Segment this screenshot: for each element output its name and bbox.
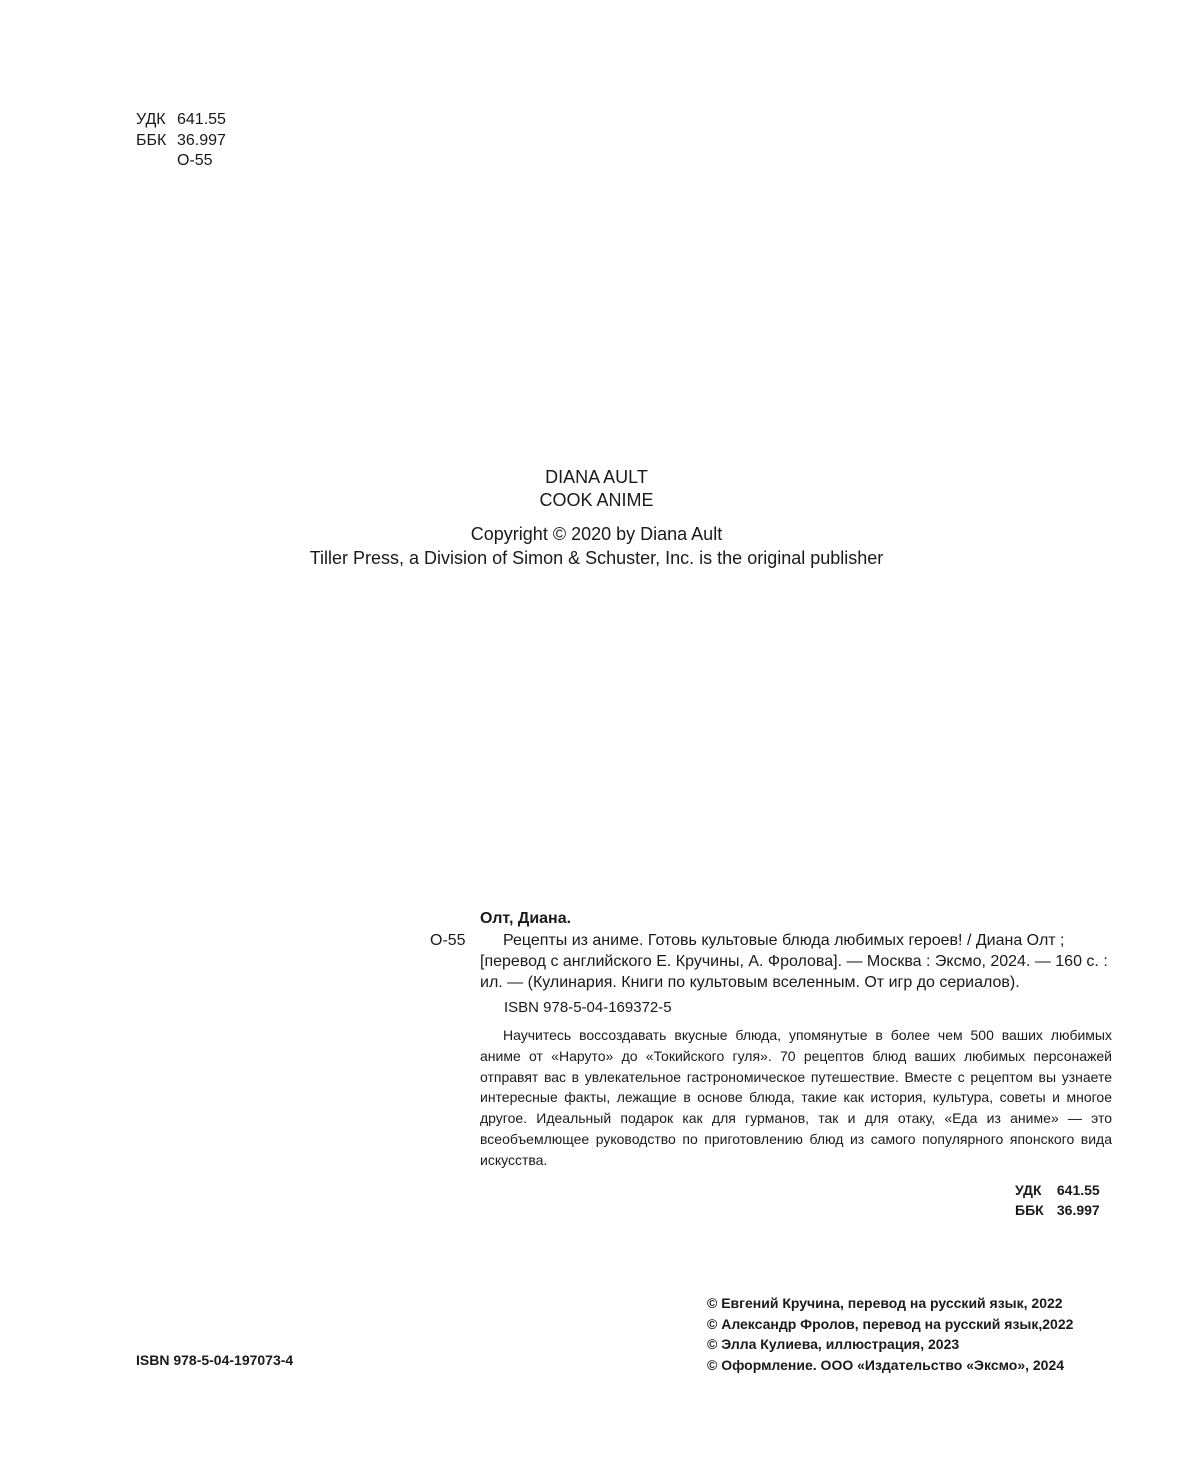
- record-bbk-row: [1015, 1200, 1112, 1220]
- bbk-label: ББК: [136, 131, 167, 149]
- record-author: Олт, Диана.: [480, 910, 572, 927]
- record-code: О-55: [430, 932, 466, 949]
- author-mark: О-55: [177, 152, 213, 169]
- bbk-value: 36.997: [177, 131, 226, 149]
- original-copyright: Copyright © 2020 by Diana Ault: [470, 524, 723, 544]
- classification-top: [136, 110, 226, 172]
- record-udk-value: 641.55: [1056, 1181, 1100, 1198]
- record-entry: [430, 930, 1112, 993]
- udk-row: [136, 110, 226, 131]
- record-classification: [1015, 1180, 1112, 1220]
- record-bbk-label: ББК: [1015, 1201, 1044, 1218]
- copyright-line: © Александр Фролов, перевод на русский язык,2022: [707, 1315, 1074, 1332]
- record-udk-row: [1015, 1180, 1112, 1200]
- record-udk-label: УДК: [1015, 1181, 1042, 1198]
- isbn-bottom: ISBN 978-5-04-197073-4: [136, 1352, 294, 1368]
- record-bbk-value: 36.997: [1056, 1201, 1100, 1218]
- bbk-row: [136, 131, 226, 152]
- original-author: DIANA AULT: [545, 467, 648, 487]
- original-copyright-block: [0, 522, 1193, 570]
- bibliographic-record: [430, 908, 1112, 1220]
- copyright-line: © Евгений Кручина, перевод на русский язык, 2022: [707, 1295, 1063, 1311]
- abstract-text: Научитесь воссоздавать вкусные блюда, упомянутые в более чем 500 ваших любимых аниме от «Наруто» до «Токийского гуля». 70 рецептов блюд ваших любимых персонажей отправят вас в увлекательное гастрономическое путешествие. Вместе с рецептом вы узнаете интересные факты, лежащие в основе блюда, такие как история, культура, советы и многое другое. Идеальный подарок как для гурманов, так и для отаку, «Еда из аниме» — это всеобъемлющее руководство по приготовлению блюд из самого популярного японского вида искусства.: [480, 1027, 1112, 1168]
- copyright-line: © Элла Кулиева, иллюстрация, 2023: [707, 1336, 960, 1352]
- record-description: Рецепты из аниме. Готовь культовые блюда любимых героев! / Диана Олт ; [перевод с английского Е. Кручины, А. Фролова]. — Москва : Эксмо, 2024. — 160 с. : ил. — (Кулинария. Книги по культовым вселенным. От игр до сериалов).: [480, 932, 1108, 991]
- record-isbn: ISBN 978-5-04-169372-5: [504, 999, 672, 1016]
- udk-label: УДК: [136, 111, 166, 128]
- original-publisher: Tiller Press, a Division of Simon & Schuster, Inc. is the original publisher: [309, 548, 884, 568]
- original-title: COOK ANIME: [539, 490, 654, 510]
- original-title-block: [0, 466, 1193, 512]
- record-abstract: [480, 1025, 1112, 1171]
- author-mark-row: [136, 151, 226, 172]
- copyright-list: [707, 1293, 1073, 1375]
- copyright-line: © Оформление. ООО «Издательство «Эксмо», 2024: [707, 1356, 1065, 1373]
- udk-value: 641.55: [177, 111, 226, 128]
